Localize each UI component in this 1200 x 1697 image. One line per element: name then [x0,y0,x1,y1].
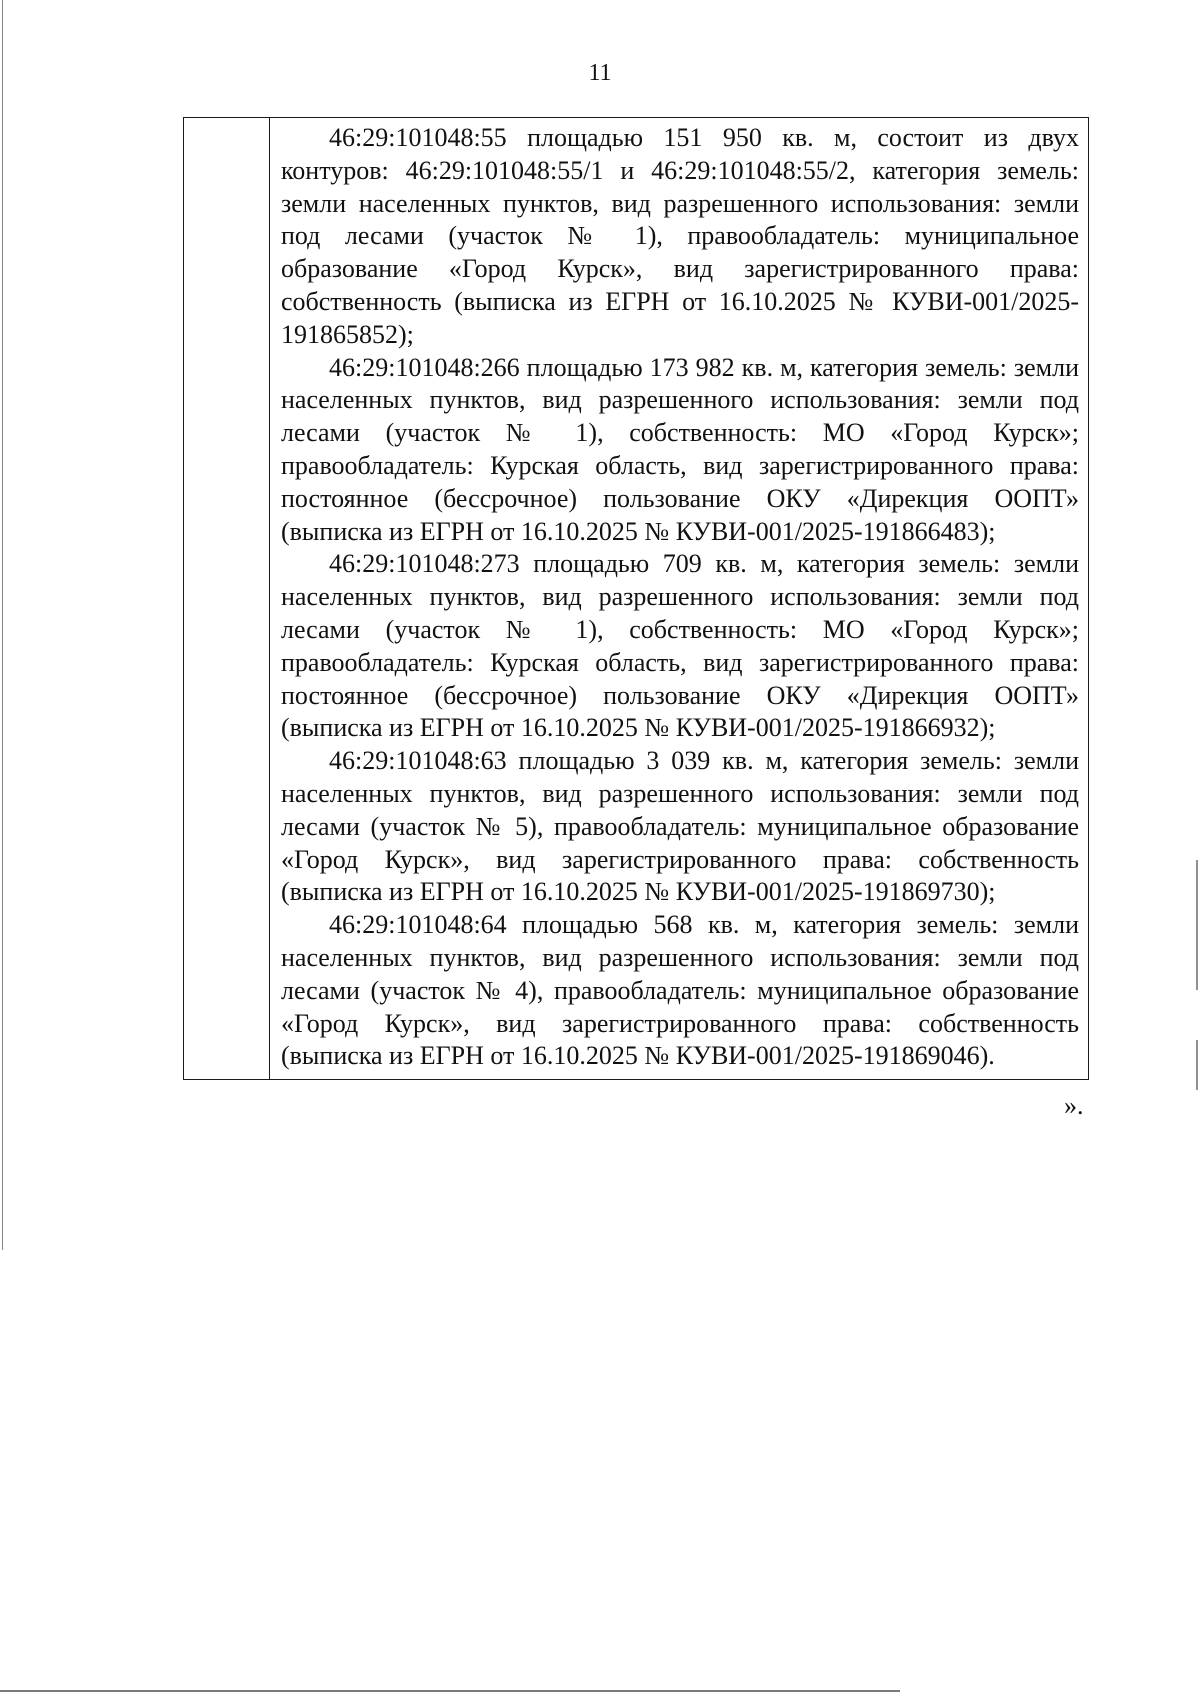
land-plot-paragraph: 46:29:101048:266 площадью 173 982 кв. м, категория земель: земли населенных пунктов, вид разрешенного использования: земли под лесами (участок № 1), собственность: МО «Город Курск»; правообладатель: Курская область, вид зарегистрированного права: постоянное (бессрочное) пользование ОКУ «Дирекция ООПТ» (выписка из ЕГРН от 16.10.2025 № КУВИ-001/2025-191866483); [281,352,1079,546]
scan-edge-right [1196,860,1198,990]
scan-edge-left [2,0,3,1250]
table-row [184,118,1089,1080]
land-plot-paragraph: 46:29:101048:63 площадью 3 039 кв. м, категория земель: земли населенных пунктов, вид разрешенного использования: земли под лесами (участок № 5), правообладатель: муниципальное образование «Город Курск», вид зарегистрированного права: собственность (выписка из ЕГРН от 16.10.2025 № КУВИ-001/2025-191869730); [281,746,1079,907]
page-number: 11 [588,60,612,86]
scan-edge-right-lower [1196,1040,1198,1090]
land-plots-table [183,117,1089,1080]
land-plot-paragraph: 46:29:101048:64 площадью 568 кв. м, категория земель: земли населенных пунктов, вид разрешенного использования: земли под лесами (участок № 4), правообладатель: муниципальное образование «Город Курск», вид зарегистрированного права: собственность (выписка из ЕГРН от 16.10.2025 № КУВИ-001/2025-191869046). [281,910,1079,1071]
scan-edge-bottom [0,1690,900,1692]
land-plot-paragraph: 46:29:101048:273 площадью 709 кв. м, категория земель: земли населенных пунктов, вид разрешенного использования: земли под лесами (участок № 1), собственность: МО «Город Курск»; правообладатель: Курская область, вид зарегистрированного права: постоянное (бессрочное) пользование ОКУ «Дирекция ООПТ» (выписка из ЕГРН от 16.10.2025 № КУВИ-001/2025-191866932); [281,549,1079,743]
table-cell-text [270,118,1089,1080]
table-cell-number [184,118,270,1080]
land-plot-paragraph: 46:29:101048:55 площадью 151 950 кв. м, состоит из двух контуров: 46:29:101048:55/1 и 46:29:101048:55/2, категория земель: земли населенных пунктов, вид разрешенного использования: земли под лесами (участок № 1), правообладатель: муниципальное образование «Город Курск», вид зарегистрированного права: собственность (выписка из ЕГРН от 16.10.2025 № КУВИ-001/2025-191865852); [281,123,1079,349]
closing-quote: ». [1064,1091,1084,1120]
